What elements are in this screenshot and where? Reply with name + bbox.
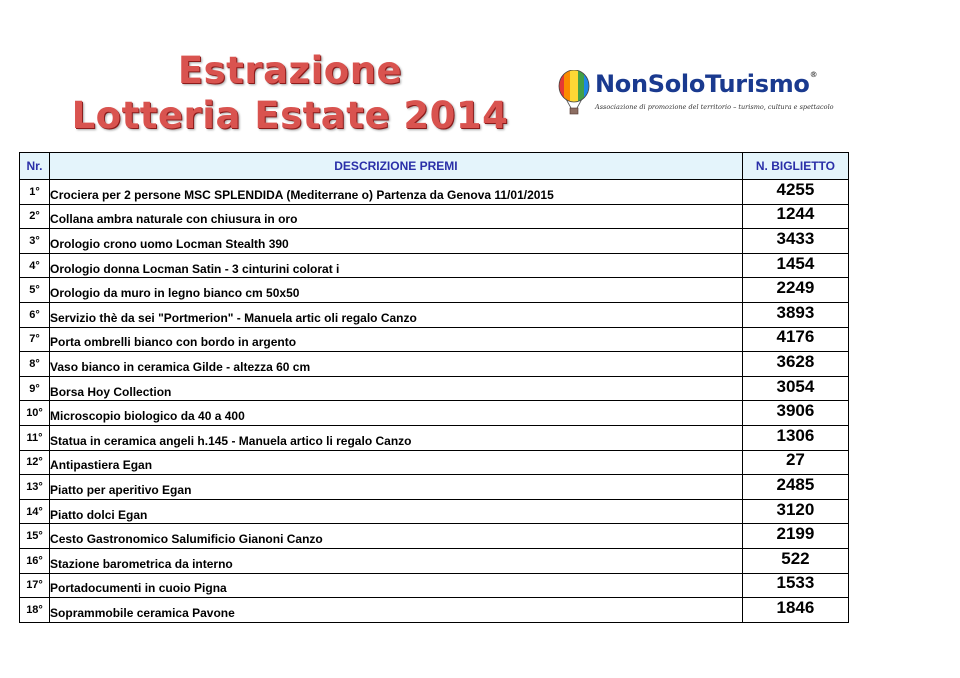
prize-description-cell <box>50 425 743 450</box>
prize-rank: 18° <box>20 598 50 623</box>
table-row <box>20 229 849 254</box>
prize-rank: 12° <box>20 450 50 475</box>
table-row <box>20 573 849 598</box>
ticket-number: 2199 <box>776 524 815 544</box>
prize-description: Servizio thè da sei "Portmerion" - Manuela artic oli regalo Canzo <box>50 310 417 325</box>
prize-description-cell <box>50 352 743 377</box>
prize-description: Porta ombrelli bianco con bordo in argento <box>50 335 297 350</box>
ticket-number: 1846 <box>776 597 815 617</box>
ticket-number-cell <box>742 352 848 377</box>
table-row <box>20 278 849 303</box>
prize-description-cell <box>50 450 743 475</box>
ticket-number-cell <box>742 524 848 549</box>
prize-description: Orologio donna Locman Satin - 3 cinturini colorat i <box>50 261 340 276</box>
prize-rank: 4° <box>20 253 50 278</box>
table-row <box>20 475 849 500</box>
prize-description-cell <box>50 204 743 229</box>
ticket-number: 522 <box>781 548 810 568</box>
prize-rank: 14° <box>20 499 50 524</box>
logo <box>557 70 847 118</box>
table-row <box>20 499 849 524</box>
table-row <box>20 450 849 475</box>
ticket-number-cell <box>742 450 848 475</box>
page-title <box>30 48 550 138</box>
table-row <box>20 425 849 450</box>
ticket-number-cell <box>742 253 848 278</box>
ticket-number: 3628 <box>776 351 815 371</box>
prize-rank: 1° <box>20 180 50 205</box>
prize-description: Crociera per 2 persone MSC SPLENDIDA (Mediterrane o) Partenza da Genova 11/01/2015 <box>50 187 554 202</box>
ticket-number: 2249 <box>776 278 815 298</box>
header-nr: Nr. <box>20 153 50 180</box>
prize-description-cell <box>50 327 743 352</box>
ticket-number-cell <box>742 229 848 254</box>
ticket-number-cell <box>742 302 848 327</box>
prize-description: Portadocumenti in cuoio Pigna <box>50 581 227 596</box>
prize-description: Microscopio biologico da 40 a 400 <box>50 409 245 424</box>
prize-description-cell <box>50 376 743 401</box>
ticket-number-cell <box>742 598 848 623</box>
prize-description: Stazione barometrica da interno <box>50 556 233 571</box>
table-row <box>20 598 849 623</box>
ticket-number: 3054 <box>776 376 815 396</box>
table-row <box>20 524 849 549</box>
logo-name-text: NonSoloTurismo <box>595 70 810 98</box>
prize-rank: 11° <box>20 425 50 450</box>
table-row <box>20 352 849 377</box>
prize-rank: 16° <box>20 548 50 573</box>
prize-rank: 2° <box>20 204 50 229</box>
prize-description-cell <box>50 475 743 500</box>
table-row <box>20 376 849 401</box>
prize-rank: 6° <box>20 302 50 327</box>
prize-description-cell <box>50 401 743 426</box>
ticket-number-cell <box>742 475 848 500</box>
hot-air-balloon-icon <box>557 70 591 118</box>
prize-description-cell <box>50 573 743 598</box>
prize-rank: 17° <box>20 573 50 598</box>
header-ticket-number: N. BIGLIETTO <box>742 153 848 180</box>
registered-mark: ® <box>809 70 818 79</box>
logo-tagline: Associazione di promozione del territorio – turismo, cultura e spettacolo <box>595 103 834 111</box>
prize-description-cell <box>50 278 743 303</box>
prize-description: Collana ambra naturale con chiusura in oro <box>50 212 298 227</box>
ticket-number: 3893 <box>776 302 815 322</box>
prize-description: Cesto Gastronomico Salumificio Gianoni Canzo <box>50 532 323 547</box>
prize-description-cell <box>50 180 743 205</box>
ticket-number-cell <box>742 401 848 426</box>
prize-rank: 3° <box>20 229 50 254</box>
prize-description: Vaso bianco in ceramica Gilde - altezza 60 cm <box>50 359 311 374</box>
ticket-number: 3433 <box>776 228 815 248</box>
prize-rank: 8° <box>20 352 50 377</box>
ticket-number-cell <box>742 499 848 524</box>
prize-description: Statua in ceramica angeli h.145 - Manuela artico li regalo Canzo <box>50 433 412 448</box>
prize-description-cell <box>50 548 743 573</box>
ticket-number: 3906 <box>776 401 815 421</box>
prize-description: Soprammobile ceramica Pavone <box>50 605 235 620</box>
table-row <box>20 327 849 352</box>
prize-rank: 13° <box>20 475 50 500</box>
table-row <box>20 253 849 278</box>
prize-description-cell <box>50 302 743 327</box>
table-header-row <box>20 153 849 180</box>
table-row <box>20 401 849 426</box>
title-line-2: Lotteria Estate 2014 <box>71 94 509 137</box>
ticket-number-cell <box>742 204 848 229</box>
ticket-number-cell <box>742 180 848 205</box>
ticket-number: 1454 <box>776 253 815 273</box>
title-line-1: Estrazione <box>177 49 403 92</box>
ticket-number: 2485 <box>776 474 815 494</box>
ticket-number: 1533 <box>776 573 815 593</box>
prize-rank: 7° <box>20 327 50 352</box>
prize-description-cell <box>50 499 743 524</box>
table-row <box>20 302 849 327</box>
ticket-number-cell <box>742 425 848 450</box>
ticket-number-cell <box>742 573 848 598</box>
prize-description-cell <box>50 524 743 549</box>
ticket-number-cell <box>742 327 848 352</box>
prize-description: Piatto per aperitivo Egan <box>50 482 192 497</box>
logo-name <box>595 70 817 98</box>
prize-rank: 5° <box>20 278 50 303</box>
prize-rank: 9° <box>20 376 50 401</box>
header-description: DESCRIZIONE PREMI <box>50 153 743 180</box>
prize-table <box>19 152 849 623</box>
table-row <box>20 204 849 229</box>
prize-description: Antipastiera Egan <box>50 458 153 473</box>
ticket-number: 1306 <box>776 425 815 445</box>
ticket-number-cell <box>742 548 848 573</box>
ticket-number: 27 <box>785 450 805 470</box>
table-row <box>20 180 849 205</box>
ticket-number-cell <box>742 376 848 401</box>
prize-description: Orologio da muro in legno bianco cm 50x50 <box>50 286 300 301</box>
prize-description-cell <box>50 229 743 254</box>
ticket-number: 4176 <box>776 327 815 347</box>
ticket-number: 4255 <box>776 179 815 199</box>
ticket-number: 3120 <box>776 499 815 519</box>
prize-description: Piatto dolci Egan <box>50 507 148 522</box>
prize-rank: 15° <box>20 524 50 549</box>
prize-rank: 10° <box>20 401 50 426</box>
prize-description-cell <box>50 598 743 623</box>
table-row <box>20 548 849 573</box>
ticket-number: 1244 <box>776 204 815 224</box>
prize-description-cell <box>50 253 743 278</box>
prize-description: Orologio crono uomo Locman Stealth 390 <box>50 236 289 251</box>
ticket-number-cell <box>742 278 848 303</box>
prize-description: Borsa Hoy Collection <box>50 384 172 399</box>
